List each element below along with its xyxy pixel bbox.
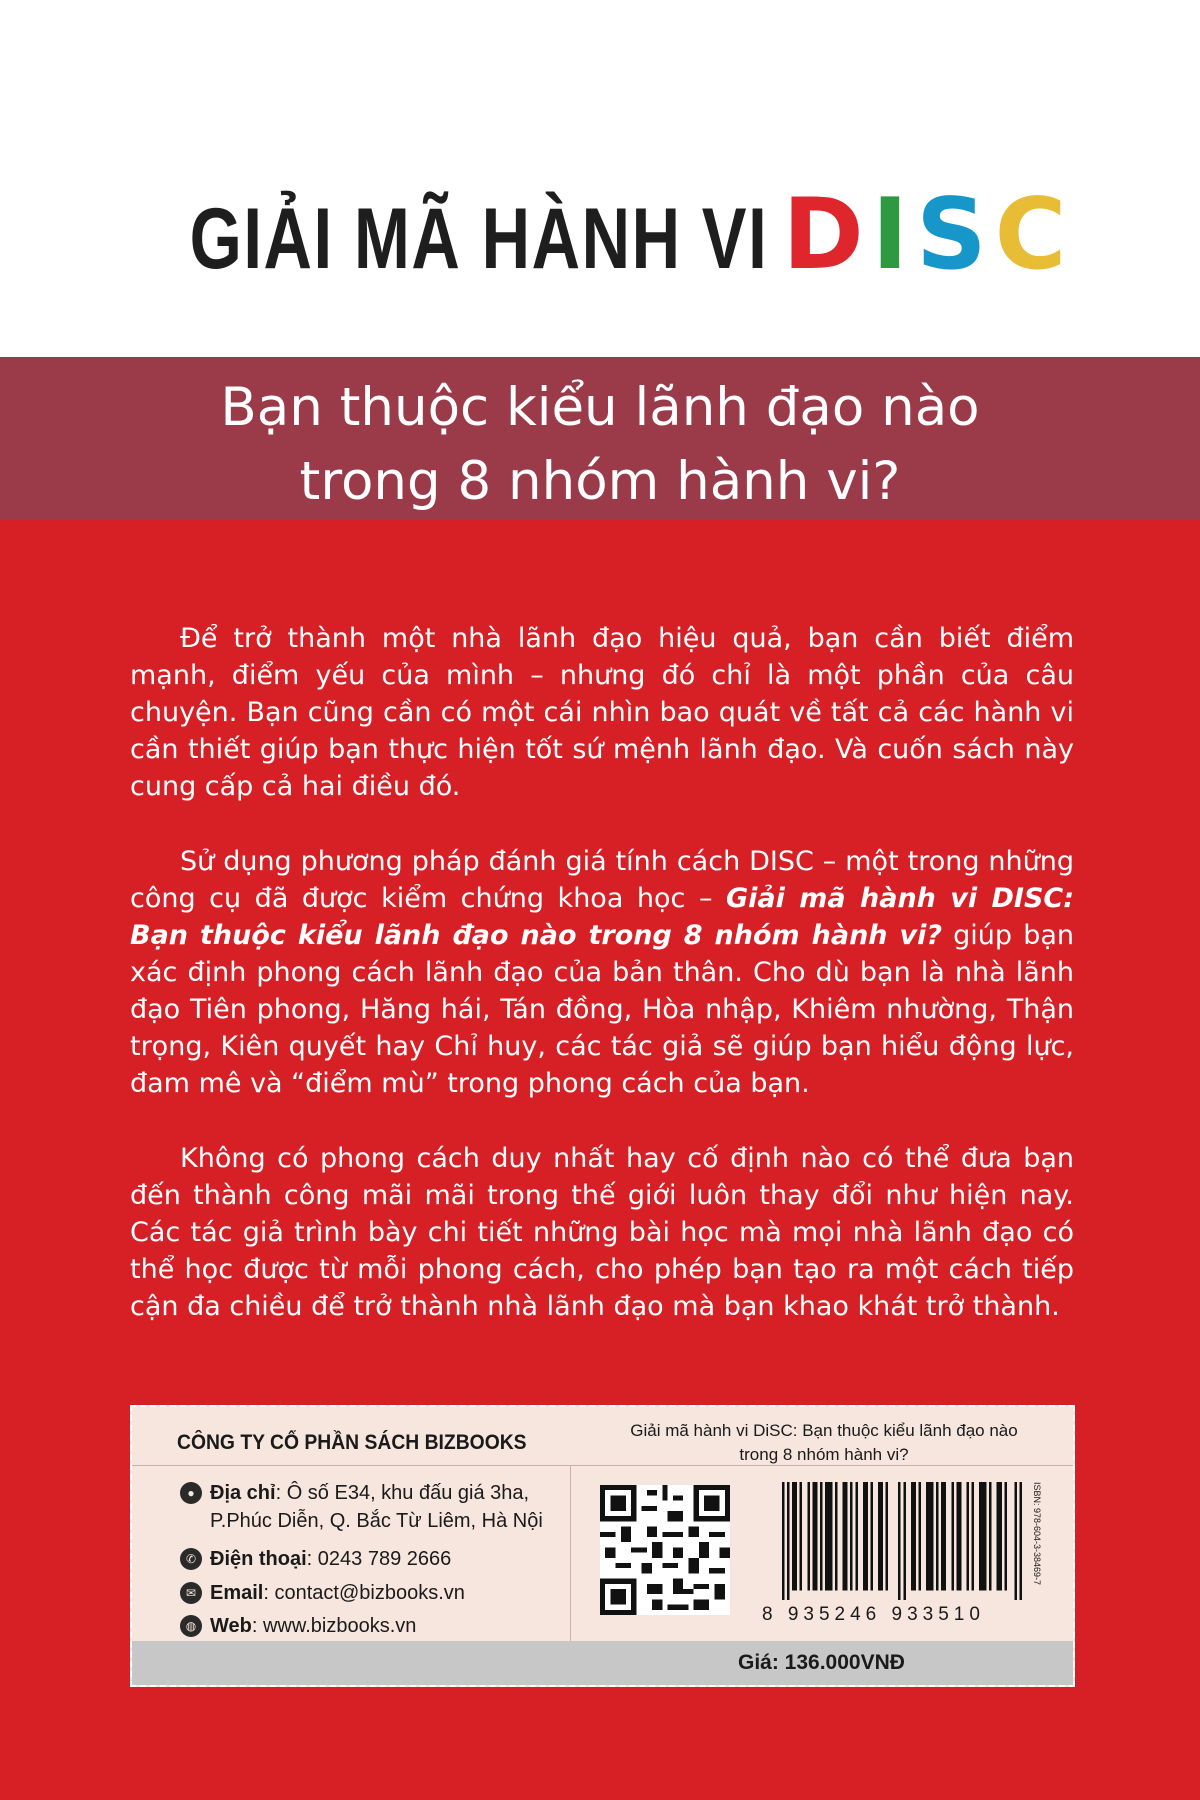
phone-label: Điện thoại: [210, 1548, 307, 1570]
price-band: [132, 1641, 1073, 1685]
envelope-icon: ✉: [180, 1582, 202, 1604]
email-address: : contact@bizbooks.vn: [263, 1582, 465, 1604]
blurb-paragraph-1: Để trở thành một nhà lãnh đạo hiệu quả, bạn cần biết điểm mạnh, điểm yếu của mình – nhưng đó chỉ là một phần của câu chuyện. Bạn cũng cần có một cái nhìn bao quát về tất cả các hành vi cần thiết giúp bạn thực hiện tốt sứ mệnh lãnh đạo. Và cuốn sách này cung cấp cả hai điều đó.: [130, 623, 1074, 802]
blurb-paragraph-3: Không có phong cách duy nhất hay cố định nào có thể đưa bạn đến thành công mãi mãi trong thế giới luôn thay đổi như hiện nay. Các tác giả trình bày chi tiết những bài học mà mọi nhà lãnh đạo có thể học được từ mỗi phong cách, cho phép bạn tạo ra một cách tiếp cận đa chiều để trở thành nhà lãnh đạo mà bạn khao khát trở thành.: [130, 1143, 1074, 1322]
web-label: Web: [210, 1615, 252, 1637]
barcode: [752, 1482, 1052, 1632]
disc-letter-c: C: [994, 178, 1075, 292]
blurb-p2-end: giúp bạn xác định phong cách lãnh đạo của bản thân. Cho dù bạn là nhà lãnh đạo Tiên phong, Hăng hái, Tán đồng, Hòa nhập, Khiêm nhường, Thận trọng, Kiên quyết hay Chỉ huy, các tác giả sẽ giúp bạn hiểu động lực, đam mê và “điểm mù” trong phong cách của bạn.: [130, 920, 1074, 1099]
publisher-info-box: [130, 1405, 1075, 1687]
title-disc: [782, 178, 1074, 292]
subtitle-line-1: Bạn thuộc kiểu lãnh đạo nào: [220, 377, 980, 438]
price: Giá: 136.000VNĐ: [738, 1651, 905, 1674]
title-main: GIẢI MÃ HÀNH VI: [189, 191, 769, 287]
phone-row: [180, 1545, 451, 1573]
disc-letter-d: D: [782, 178, 872, 292]
address-label: Địa chỉ: [210, 1482, 276, 1504]
barcode-number: 8 935246 933510: [762, 1604, 985, 1625]
phone-number: : 0243 789 2666: [306, 1548, 452, 1570]
publisher-name: CÔNG TY CỔ PHẦN SÁCH BIZBOOKS: [177, 1431, 527, 1454]
web-row: [180, 1612, 416, 1640]
disc-letter-i: I: [871, 178, 916, 292]
book-short-line-2: trong 8 nhóm hành vi?: [739, 1445, 909, 1464]
book-title: [132, 178, 1075, 292]
subtitle-line-2: trong 8 nhóm hành vi?: [299, 451, 901, 512]
email-label: Email: [210, 1582, 264, 1604]
blurb-paragraph-2: [130, 843, 1074, 1102]
qr-code: [600, 1485, 730, 1615]
isbn-text: ISBN: 978-604-3-38469-7: [1032, 1482, 1042, 1586]
blurb-p2-book-title: Giải mã hành vi DISC: Bạn thuộc kiểu lãnh đạo nào trong 8 nhóm hành vi?: [130, 883, 1074, 951]
blurb: [130, 620, 1074, 1363]
divider-vertical: [570, 1465, 571, 1643]
address-row: [180, 1479, 543, 1535]
address-line-1: : Ô số E34, khu đấu giá 3ha,: [275, 1482, 530, 1504]
location-pin-icon: ●: [180, 1482, 202, 1504]
book-subtitle: [0, 371, 1200, 519]
phone-icon: ✆: [180, 1548, 202, 1570]
disc-letter-s: S: [915, 178, 995, 292]
globe-icon: ◍: [180, 1615, 202, 1637]
blurb-p2-start: Sử dụng phương pháp đánh giá tính cách DISC – một trong những công cụ đã được kiểm chứng khoa học –: [130, 846, 1074, 914]
email-row: [180, 1579, 465, 1607]
barcode-bars: [782, 1482, 1022, 1600]
web-url: : www.bizbooks.vn: [251, 1615, 417, 1637]
book-short-line-1: Giải mã hành vi DiSC: Bạn thuộc kiểu lãnh đạo nào: [630, 1421, 1018, 1440]
address-line-2: P.Phúc Diễn, Q. Bắc Từ Liêm, Hà Nội: [210, 1510, 543, 1532]
book-short-title: [594, 1419, 1054, 1467]
